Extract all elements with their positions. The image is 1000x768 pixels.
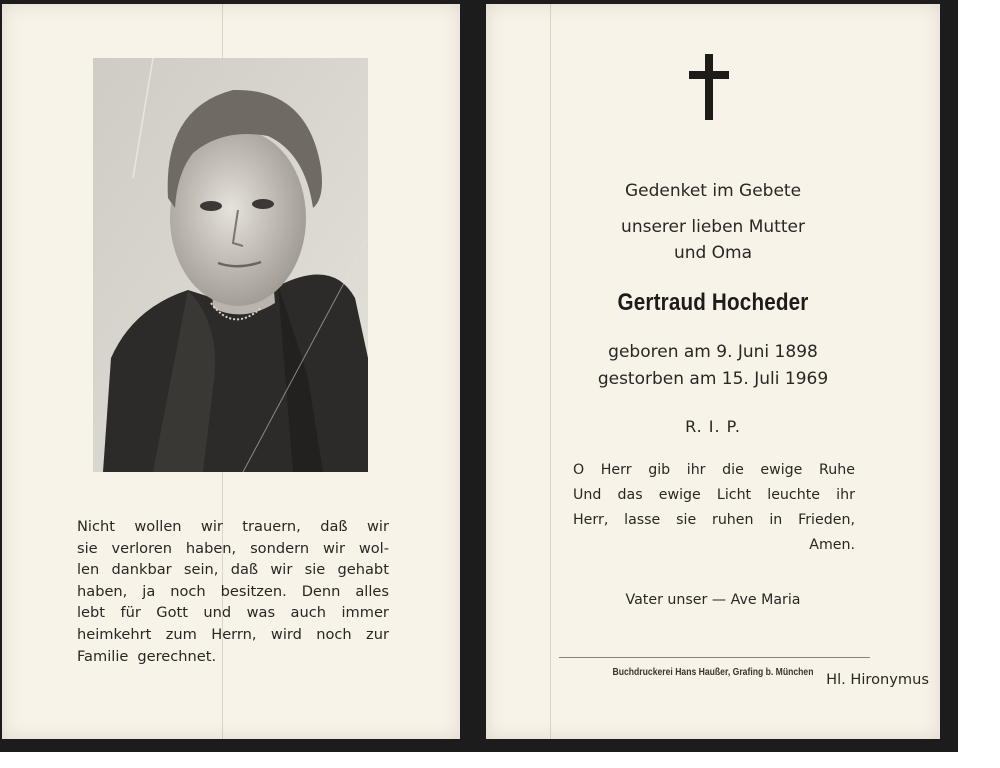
- quote-line: sie verloren haben, sondern wir wol-: [77, 539, 389, 557]
- printer-imprint: Buchdruckerei Hans Haußer, Grafing b. München: [612, 666, 814, 678]
- prayer-line: Amen.: [809, 537, 855, 553]
- cross-icon: [689, 54, 729, 120]
- prayer-line: Herr, lasse sie ruhen in Frieden,: [573, 512, 855, 528]
- death-date: gestorben am 15. Juli 1969: [597, 369, 829, 389]
- relation-line: und Oma: [673, 243, 753, 263]
- quote-line: heimkehrt zum Herrn, wird noch zur: [77, 625, 389, 643]
- quote-line: len dankbar sein, daß wir sie gehabt: [77, 561, 389, 579]
- prayer-line: O Herr gib ihr die ewige Ruhe: [573, 462, 855, 478]
- quote-line: haben, ja noch besitzen. Denn alles: [77, 582, 389, 600]
- birth-date: geboren am 9. Juni 1898: [608, 342, 818, 362]
- portrait-photo: [93, 58, 368, 472]
- rip-text: R. I. P.: [685, 417, 741, 436]
- remembrance-heading: Gedenket im Gebete: [624, 181, 802, 201]
- quote-line: Familie gerechnet.: [77, 647, 217, 665]
- divider: [559, 657, 870, 658]
- prayer-line: Und das ewige Licht leuchte ihr: [573, 487, 855, 503]
- quote-line: Nicht wollen wir trauern, daß wir: [77, 518, 389, 535]
- quote-attribution: Hl. Hironymus: [826, 671, 929, 688]
- portrait-illustration: [93, 58, 368, 472]
- closing-prayer: Vater unser — Ave Maria: [625, 592, 801, 608]
- deceased-name: Gertraud Hocheder: [617, 289, 809, 316]
- relation-line: unserer lieben Mutter: [621, 217, 805, 237]
- prayer-text: [573, 458, 855, 558]
- memorial-quote: [77, 516, 389, 667]
- quote-line: lebt für Gott und was auch immer: [77, 604, 389, 622]
